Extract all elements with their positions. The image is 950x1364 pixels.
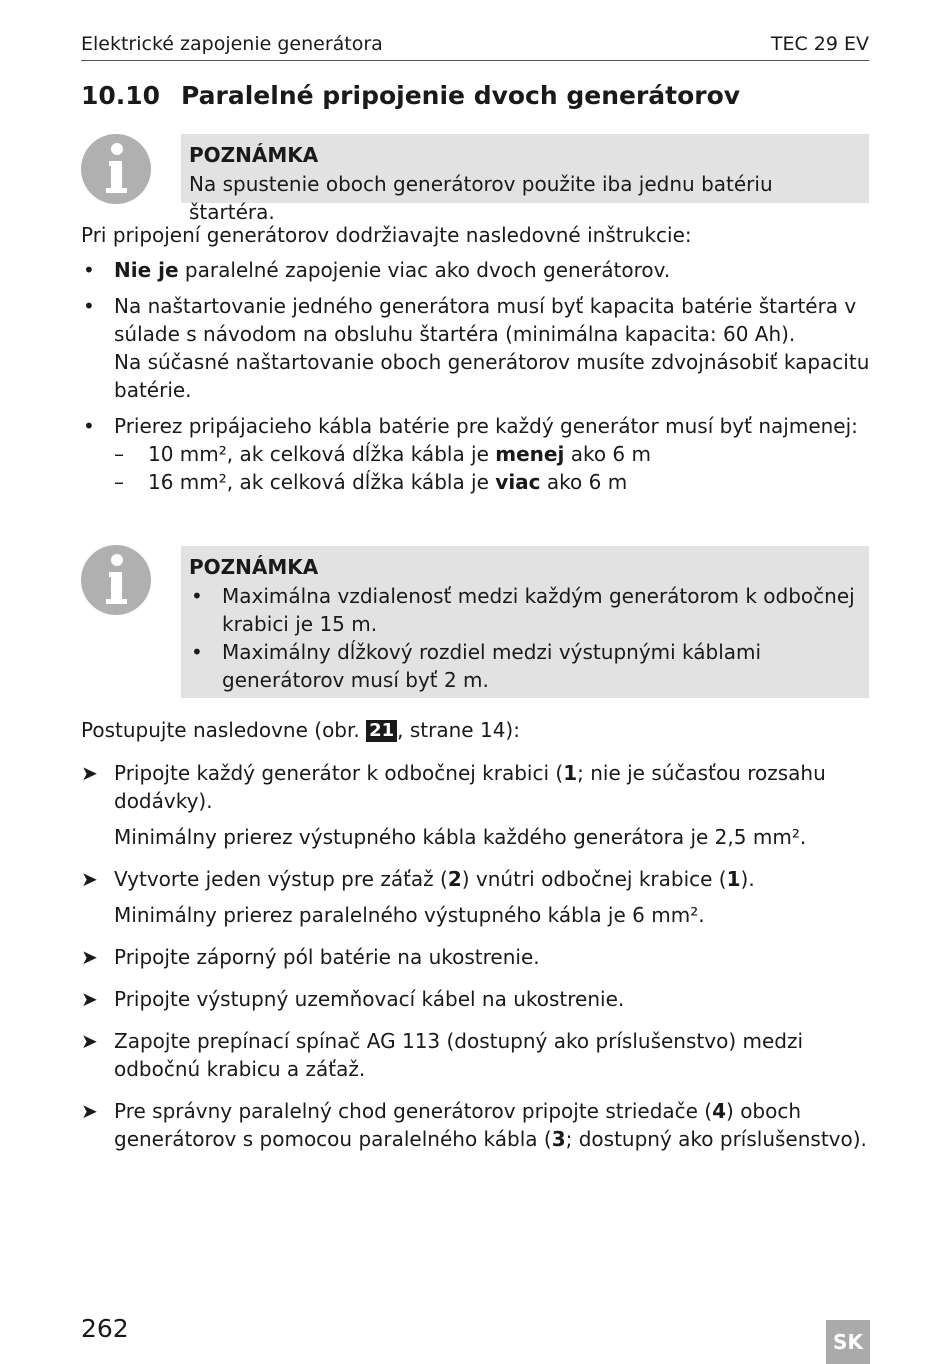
- step-text: ; nie je súčasťou rozsahu dodávky).: [114, 761, 826, 813]
- info-icon: [81, 134, 151, 204]
- note-text: Na spustenie oboch generátorov použite iba jednu batériu štartéra.: [189, 172, 773, 224]
- emphasis: 3: [551, 1127, 566, 1151]
- note-title: POZNÁMKA: [189, 143, 319, 167]
- dash-text: 16 mm², ak celková dĺžka kábla je: [148, 470, 496, 494]
- note-list-item: • Maximálny dĺžkový rozdiel medzi výstupnými káblami generátorov musí byť 2 m.: [189, 638, 861, 694]
- emphasis: 1: [726, 867, 741, 891]
- arrow-right-icon: ➤: [81, 945, 98, 969]
- emphasis: 2: [447, 867, 462, 891]
- step-text: Pripojte výstupný uzemňovací kábel na ukostrenie.: [114, 987, 625, 1011]
- emphasis: 4: [712, 1099, 727, 1123]
- list-item-text: Prierez pripájacieho kábla batérie pre každý generátor musí byť najmenej:: [114, 414, 858, 438]
- info-icon: [81, 545, 151, 615]
- instruction-list: [81, 256, 871, 504]
- note-box-distance: [181, 546, 869, 698]
- arrow-right-icon: ➤: [81, 867, 98, 891]
- list-item-text: Na súčasné naštartovanie oboch generátorov musíte zdvojnásobiť kapacitu batérie.: [114, 350, 870, 402]
- step-item: [81, 943, 873, 971]
- dash-item: [114, 440, 871, 468]
- dash-item: [114, 468, 871, 496]
- step-text: Zapojte prepínací spínač AG 113 (dostupný ako príslušenstvo) medzi odbočnú krabicu a záťaž.: [114, 1029, 804, 1081]
- step-text: Pripojte každý generátor k odbočnej krabici (: [114, 761, 564, 785]
- step-sub-text: Minimálny prierez paralelného výstupného kábla je 6 mm².: [114, 903, 705, 927]
- step-list: [81, 759, 873, 1167]
- note-list: [189, 582, 861, 694]
- procedure-intro: [81, 716, 871, 744]
- step-item: [81, 985, 873, 1013]
- emphasis: viac: [495, 470, 541, 494]
- language-tab: SK: [826, 1320, 870, 1364]
- list-item: [81, 256, 871, 284]
- note-box-battery: [181, 134, 869, 224]
- arrow-right-icon: ➤: [81, 1029, 98, 1053]
- list-item-text: Na naštartovanie jedného generátora musí byť kapacita batérie štartéra v súlade s návodom na obsluhu štartéra (minimálna kapacita: 60 Ah).: [114, 294, 857, 346]
- dash-text: ako 6 m: [540, 470, 628, 494]
- procedure-text: , strane 14):: [397, 718, 520, 742]
- emphasis: 1: [563, 761, 578, 785]
- step-text: Vytvorte jeden výstup pre záťaž (: [114, 867, 448, 891]
- section-number: 10.10: [81, 81, 161, 110]
- section-title: [81, 79, 740, 113]
- step-text: ).: [740, 867, 755, 891]
- dash-text: ako 6 m: [564, 442, 651, 466]
- step-sub-text: Minimálny prierez výstupného kábla každého generátora je 2,5 mm².: [114, 825, 807, 849]
- note-list-item: • Maximálna vzdialenosť medzi každým generátorom k odbočnej krabici je 15 m.: [189, 582, 861, 638]
- step-item: [81, 1027, 873, 1083]
- list-item: [81, 292, 871, 404]
- page-number: 262: [81, 1314, 129, 1343]
- dash-list: [114, 440, 871, 496]
- arrow-right-icon: ➤: [81, 761, 98, 785]
- header-model: TEC 29 EV: [770, 33, 869, 55]
- step-item: [81, 865, 873, 929]
- list-item: [81, 412, 871, 496]
- page-header: [81, 30, 869, 61]
- step-text: Pre správny paralelný chod generátorov pripojte striedače (: [114, 1099, 713, 1123]
- dash-text: 10 mm², ak celková dĺžka kábla je: [148, 442, 496, 466]
- figure-reference: 21: [366, 720, 397, 742]
- step-text: ) vnútri odbočnej krabice (: [461, 867, 727, 891]
- header-chapter: Elektrické zapojenie generátora: [81, 33, 383, 55]
- step-text: ; dostupný ako príslušenstvo).: [565, 1127, 867, 1151]
- intro-text: Pri pripojení generátorov dodržiavajte nasledovné inštrukcie:: [81, 223, 692, 247]
- note-title: POZNÁMKA: [189, 555, 319, 579]
- step-text: Pripojte záporný pól batérie na ukostrenie.: [114, 945, 540, 969]
- list-item-text: paralelné zapojenie viac ako dvoch generátorov.: [178, 258, 671, 282]
- section-heading: Paralelné pripojenie dvoch generátorov: [181, 81, 741, 110]
- procedure-text: Postupujte nasledovne (obr.: [81, 718, 367, 742]
- step-item: [81, 759, 873, 851]
- step-item: [81, 1097, 873, 1153]
- emphasis: Nie je: [114, 258, 179, 282]
- arrow-right-icon: ➤: [81, 987, 98, 1011]
- step-text: ) oboch generátorov s pomocou paralelného kábla (: [114, 1099, 802, 1151]
- emphasis: menej: [495, 442, 565, 466]
- arrow-right-icon: ➤: [81, 1099, 98, 1123]
